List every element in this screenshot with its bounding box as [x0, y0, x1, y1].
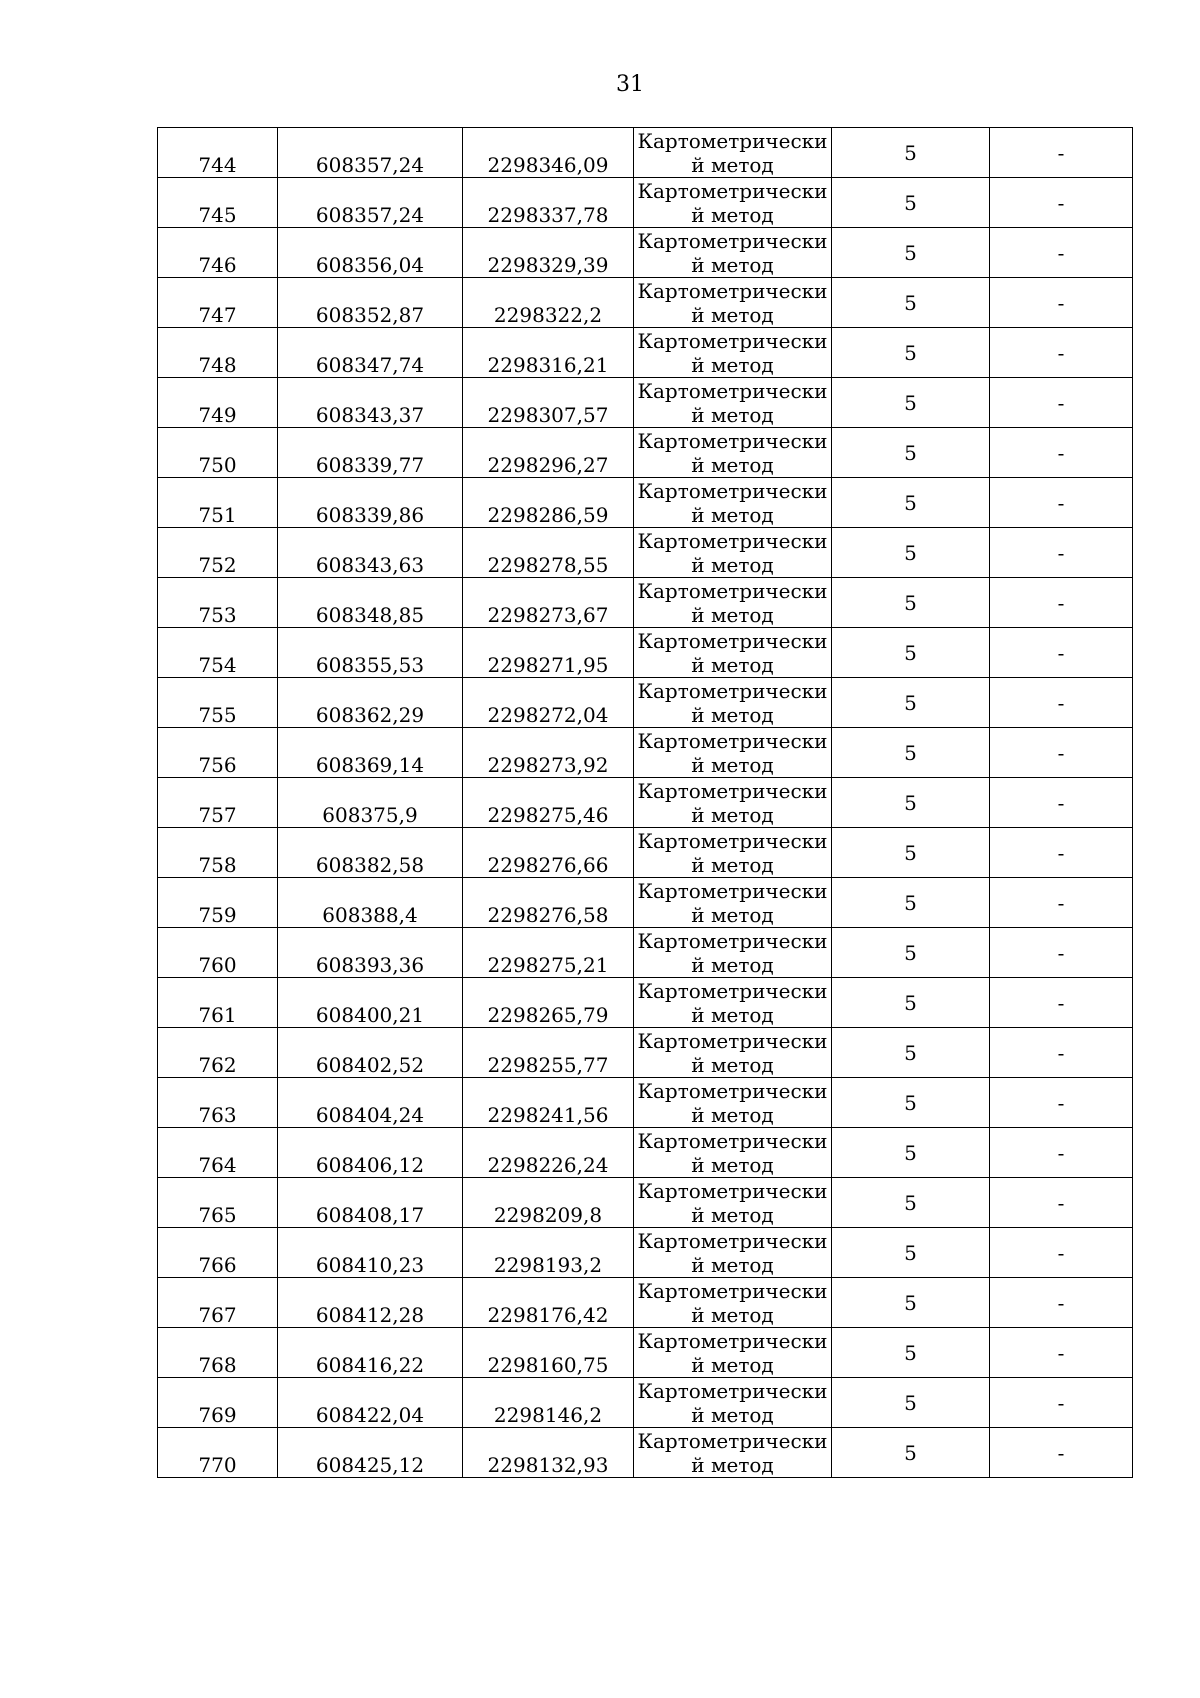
point-number-cell: 756: [158, 728, 278, 778]
x-coordinate-cell: 608393,36: [278, 928, 463, 978]
point-number-cell: 747: [158, 278, 278, 328]
method-cell: Картометрически й метод: [634, 378, 832, 428]
x-coordinate-cell: 608339,86: [278, 478, 463, 528]
table-row: [158, 628, 1133, 678]
point-number-cell: 762: [158, 1028, 278, 1078]
table-row: [158, 478, 1133, 528]
point-number-cell: 770: [158, 1428, 278, 1478]
method-cell: Картометрически й метод: [634, 1028, 832, 1078]
x-coordinate-cell: 608406,12: [278, 1128, 463, 1178]
y-coordinate-cell: 2298275,21: [463, 928, 634, 978]
y-coordinate-cell: 2298278,55: [463, 528, 634, 578]
x-coordinate-cell: 608375,9: [278, 778, 463, 828]
table-row: [158, 678, 1133, 728]
accuracy-cell: 5: [832, 828, 990, 878]
x-coordinate-cell: 608352,87: [278, 278, 463, 328]
note-cell: -: [990, 1228, 1133, 1278]
x-coordinate-cell: 608355,53: [278, 628, 463, 678]
point-number-cell: 761: [158, 978, 278, 1028]
note-cell: -: [990, 1328, 1133, 1378]
note-cell: -: [990, 728, 1133, 778]
method-cell: Картометрически й метод: [634, 578, 832, 628]
accuracy-cell: 5: [832, 1028, 990, 1078]
accuracy-cell: 5: [832, 1078, 990, 1128]
table-row: [158, 428, 1133, 478]
table-row: [158, 878, 1133, 928]
accuracy-cell: 5: [832, 328, 990, 378]
y-coordinate-cell: 2298271,95: [463, 628, 634, 678]
note-cell: -: [990, 178, 1133, 228]
point-number-cell: 755: [158, 678, 278, 728]
table-body: [158, 128, 1133, 1478]
y-coordinate-cell: 2298296,27: [463, 428, 634, 478]
x-coordinate-cell: 608356,04: [278, 228, 463, 278]
table-row: [158, 1278, 1133, 1328]
point-number-cell: 765: [158, 1178, 278, 1228]
table-row: [158, 1078, 1133, 1128]
note-cell: -: [990, 1078, 1133, 1128]
accuracy-cell: 5: [832, 428, 990, 478]
accuracy-cell: 5: [832, 628, 990, 678]
note-cell: -: [990, 628, 1133, 678]
x-coordinate-cell: 608339,77: [278, 428, 463, 478]
accuracy-cell: 5: [832, 228, 990, 278]
accuracy-cell: 5: [832, 1128, 990, 1178]
accuracy-cell: 5: [832, 478, 990, 528]
note-cell: -: [990, 978, 1133, 1028]
table-row: [158, 978, 1133, 1028]
note-cell: -: [990, 228, 1133, 278]
table-row: [158, 128, 1133, 178]
x-coordinate-cell: 608343,37: [278, 378, 463, 428]
accuracy-cell: 5: [832, 578, 990, 628]
table-row: [158, 1328, 1133, 1378]
x-coordinate-cell: 608388,4: [278, 878, 463, 928]
accuracy-cell: 5: [832, 178, 990, 228]
note-cell: -: [990, 1378, 1133, 1428]
point-number-cell: 752: [158, 528, 278, 578]
note-cell: -: [990, 378, 1133, 428]
x-coordinate-cell: 608357,24: [278, 178, 463, 228]
x-coordinate-cell: 608343,63: [278, 528, 463, 578]
method-cell: Картометрически й метод: [634, 128, 832, 178]
accuracy-cell: 5: [832, 928, 990, 978]
y-coordinate-cell: 2298275,46: [463, 778, 634, 828]
method-cell: Картометрически й метод: [634, 878, 832, 928]
table-row: [158, 1178, 1133, 1228]
accuracy-cell: 5: [832, 678, 990, 728]
point-number-cell: 760: [158, 928, 278, 978]
y-coordinate-cell: 2298276,58: [463, 878, 634, 928]
table-row: [158, 1378, 1133, 1428]
table-row: [158, 328, 1133, 378]
x-coordinate-cell: 608408,17: [278, 1178, 463, 1228]
method-cell: Картометрически й метод: [634, 1078, 832, 1128]
method-cell: Картометрически й метод: [634, 478, 832, 528]
method-cell: Картометрически й метод: [634, 678, 832, 728]
x-coordinate-cell: 608412,28: [278, 1278, 463, 1328]
method-cell: Картометрически й метод: [634, 978, 832, 1028]
accuracy-cell: 5: [832, 878, 990, 928]
note-cell: -: [990, 678, 1133, 728]
y-coordinate-cell: 2298273,67: [463, 578, 634, 628]
y-coordinate-cell: 2298273,92: [463, 728, 634, 778]
y-coordinate-cell: 2298265,79: [463, 978, 634, 1028]
point-number-cell: 754: [158, 628, 278, 678]
method-cell: Картометрически й метод: [634, 228, 832, 278]
point-number-cell: 750: [158, 428, 278, 478]
y-coordinate-cell: 2298346,09: [463, 128, 634, 178]
accuracy-cell: 5: [832, 128, 990, 178]
method-cell: Картометрически й метод: [634, 428, 832, 478]
accuracy-cell: 5: [832, 1228, 990, 1278]
method-cell: Картометрически й метод: [634, 1328, 832, 1378]
note-cell: -: [990, 128, 1133, 178]
method-cell: Картометрически й метод: [634, 1428, 832, 1478]
page-number: 31: [616, 72, 644, 97]
method-cell: Картометрически й метод: [634, 278, 832, 328]
y-coordinate-cell: 2298255,77: [463, 1028, 634, 1078]
point-number-cell: 748: [158, 328, 278, 378]
point-number-cell: 753: [158, 578, 278, 628]
note-cell: -: [990, 528, 1133, 578]
y-coordinate-cell: 2298316,21: [463, 328, 634, 378]
note-cell: -: [990, 1028, 1133, 1078]
point-number-cell: 768: [158, 1328, 278, 1378]
accuracy-cell: 5: [832, 1428, 990, 1478]
point-number-cell: 744: [158, 128, 278, 178]
method-cell: Картометрически й метод: [634, 628, 832, 678]
table-row: [158, 228, 1133, 278]
accuracy-cell: 5: [832, 728, 990, 778]
y-coordinate-cell: 2298272,04: [463, 678, 634, 728]
note-cell: -: [990, 428, 1133, 478]
method-cell: Картометрически й метод: [634, 328, 832, 378]
method-cell: Картометрически й метод: [634, 1128, 832, 1178]
point-number-cell: 758: [158, 828, 278, 878]
y-coordinate-cell: 2298146,2: [463, 1378, 634, 1428]
point-number-cell: 767: [158, 1278, 278, 1328]
table-row: [158, 378, 1133, 428]
accuracy-cell: 5: [832, 1278, 990, 1328]
note-cell: -: [990, 1178, 1133, 1228]
table-row: [158, 828, 1133, 878]
y-coordinate-cell: 2298241,56: [463, 1078, 634, 1128]
point-number-cell: 766: [158, 1228, 278, 1278]
x-coordinate-cell: 608362,29: [278, 678, 463, 728]
table-row: [158, 578, 1133, 628]
y-coordinate-cell: 2298160,75: [463, 1328, 634, 1378]
point-number-cell: 745: [158, 178, 278, 228]
method-cell: Картометрически й метод: [634, 1378, 832, 1428]
x-coordinate-cell: 608416,22: [278, 1328, 463, 1378]
note-cell: -: [990, 1278, 1133, 1328]
accuracy-cell: 5: [832, 778, 990, 828]
note-cell: -: [990, 578, 1133, 628]
x-coordinate-cell: 608357,24: [278, 128, 463, 178]
point-number-cell: 751: [158, 478, 278, 528]
accuracy-cell: 5: [832, 378, 990, 428]
accuracy-cell: 5: [832, 1378, 990, 1428]
point-number-cell: 764: [158, 1128, 278, 1178]
note-cell: -: [990, 328, 1133, 378]
x-coordinate-cell: 608425,12: [278, 1428, 463, 1478]
x-coordinate-cell: 608369,14: [278, 728, 463, 778]
method-cell: Картометрически й метод: [634, 178, 832, 228]
x-coordinate-cell: 608382,58: [278, 828, 463, 878]
point-number-cell: 749: [158, 378, 278, 428]
table-row: [158, 528, 1133, 578]
table-row: [158, 1028, 1133, 1078]
x-coordinate-cell: 608402,52: [278, 1028, 463, 1078]
method-cell: Картометрически й метод: [634, 928, 832, 978]
y-coordinate-cell: 2298337,78: [463, 178, 634, 228]
y-coordinate-cell: 2298322,2: [463, 278, 634, 328]
x-coordinate-cell: 608410,23: [278, 1228, 463, 1278]
accuracy-cell: 5: [832, 978, 990, 1028]
point-number-cell: 759: [158, 878, 278, 928]
method-cell: Картометрически й метод: [634, 528, 832, 578]
table-row: [158, 178, 1133, 228]
table-row: [158, 778, 1133, 828]
note-cell: -: [990, 278, 1133, 328]
method-cell: Картометрически й метод: [634, 1278, 832, 1328]
note-cell: -: [990, 828, 1133, 878]
point-number-cell: 769: [158, 1378, 278, 1428]
note-cell: -: [990, 928, 1133, 978]
coordinates-table: [157, 127, 1133, 1478]
x-coordinate-cell: 608347,74: [278, 328, 463, 378]
y-coordinate-cell: 2298193,2: [463, 1228, 634, 1278]
y-coordinate-cell: 2298276,66: [463, 828, 634, 878]
method-cell: Картометрически й метод: [634, 1228, 832, 1278]
method-cell: Картометрически й метод: [634, 1178, 832, 1228]
accuracy-cell: 5: [832, 1178, 990, 1228]
note-cell: -: [990, 778, 1133, 828]
note-cell: -: [990, 478, 1133, 528]
x-coordinate-cell: 608348,85: [278, 578, 463, 628]
method-cell: Картометрически й метод: [634, 778, 832, 828]
table-row: [158, 728, 1133, 778]
y-coordinate-cell: 2298329,39: [463, 228, 634, 278]
table-row: [158, 1128, 1133, 1178]
y-coordinate-cell: 2298209,8: [463, 1178, 634, 1228]
table-row: [158, 1228, 1133, 1278]
note-cell: -: [990, 878, 1133, 928]
table-row: [158, 278, 1133, 328]
method-cell: Картометрически й метод: [634, 728, 832, 778]
accuracy-cell: 5: [832, 1328, 990, 1378]
x-coordinate-cell: 608400,21: [278, 978, 463, 1028]
x-coordinate-cell: 608404,24: [278, 1078, 463, 1128]
method-cell: Картометрически й метод: [634, 828, 832, 878]
point-number-cell: 763: [158, 1078, 278, 1128]
point-number-cell: 757: [158, 778, 278, 828]
y-coordinate-cell: 2298307,57: [463, 378, 634, 428]
y-coordinate-cell: 2298286,59: [463, 478, 634, 528]
note-cell: -: [990, 1428, 1133, 1478]
note-cell: -: [990, 1128, 1133, 1178]
x-coordinate-cell: 608422,04: [278, 1378, 463, 1428]
point-number-cell: 746: [158, 228, 278, 278]
table-row: [158, 928, 1133, 978]
y-coordinate-cell: 2298176,42: [463, 1278, 634, 1328]
accuracy-cell: 5: [832, 278, 990, 328]
accuracy-cell: 5: [832, 528, 990, 578]
y-coordinate-cell: 2298132,93: [463, 1428, 634, 1478]
table-row: [158, 1428, 1133, 1478]
y-coordinate-cell: 2298226,24: [463, 1128, 634, 1178]
